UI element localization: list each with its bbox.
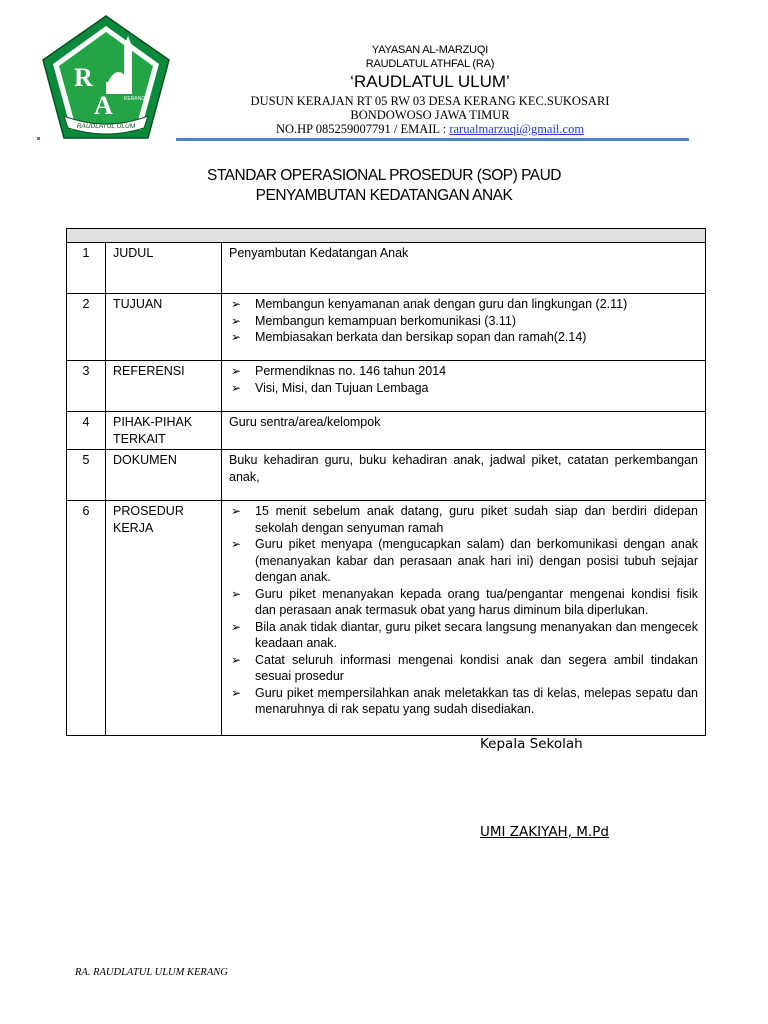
list-item: ➢ Catat seluruh informasi mengenai kondisi anak dan segera ambil tindakan sesuai prosedur bbox=[231, 652, 699, 683]
arrowhead-bullet-icon: ➢ bbox=[231, 537, 242, 551]
email-link[interactable]: rarualmarzuqi@gmail.com bbox=[449, 122, 585, 136]
letterhead-contact-prefix: NO.HP 085259007791 / EMAIL : bbox=[275, 122, 450, 136]
row-label: TUJUAN bbox=[106, 294, 222, 361]
letterhead-foundation: YAYASAN AL-MARZUQI bbox=[371, 44, 489, 56]
signature-name: UMI ZAKIYAH, M.Pd bbox=[480, 824, 609, 840]
signature-role: Kepala Sekolah bbox=[480, 736, 583, 752]
row-label: PIHAK-PIHAK TERKAIT bbox=[106, 412, 222, 450]
row-number: 4 bbox=[67, 412, 106, 450]
table-header-cell bbox=[67, 229, 706, 243]
arrowhead-bullet-icon: ➢ bbox=[231, 586, 242, 601]
table-row-referensi bbox=[67, 361, 706, 412]
row-label: REFERENSI bbox=[106, 361, 222, 412]
arrowhead-bullet-icon: ➢ bbox=[231, 504, 242, 518]
school-logo-icon bbox=[38, 12, 174, 144]
bullet-list bbox=[229, 296, 698, 346]
list-item: ➢ Membangun kemampuan berkomunikasi (3.11) bbox=[231, 313, 517, 328]
logo-letter-a: A bbox=[94, 91, 113, 120]
row-label: PROSEDUR KERJA bbox=[106, 501, 222, 736]
list-item: ➢ Guru piket mempersilahkan anak meletakkan tas di kelas, melepas sepatu dan menaruhnya di rak sepatu yang sudah disediakan. bbox=[231, 685, 699, 716]
row-content: Buku kehadiran guru, buku kehadiran anak, jadwal piket, catatan perkembangan anak, bbox=[222, 450, 706, 501]
arrowhead-bullet-icon: ➢ bbox=[231, 380, 242, 395]
arrowhead-bullet-icon: ➢ bbox=[231, 297, 242, 311]
row-content: Guru sentra/area/kelompok bbox=[222, 412, 706, 450]
row-number: 3 bbox=[67, 361, 106, 412]
arrowhead-bullet-icon: ➢ bbox=[231, 313, 242, 328]
list-item: ➢ Guru piket menyapa (mengucapkan salam) dan berkomunikasi dengan anak (menanyakan kabar dan perasaan anak hari ini) dengan posisi tubuh sejajar dengan anak. bbox=[231, 537, 699, 584]
table-row-tujuan bbox=[67, 294, 706, 361]
letterhead-address-2: BONDOWOSO JAWA TIMUR bbox=[350, 108, 510, 122]
letterhead-rule bbox=[176, 138, 689, 141]
letterhead-address-1: DUSUN KERAJAN RT 05 RW 03 DESA KERANG KEC.SUKOSARI bbox=[250, 94, 610, 108]
arrowhead-bullet-icon: ➢ bbox=[231, 685, 242, 700]
table-row-pihak-terkait bbox=[67, 412, 706, 450]
row-number: 6 bbox=[67, 501, 106, 736]
row-content bbox=[222, 501, 706, 736]
list-item: ➢ Permendiknas no. 146 tahun 2014 bbox=[231, 364, 447, 378]
row-content bbox=[222, 294, 706, 361]
table-header-row bbox=[67, 229, 706, 243]
row-label: JUDUL bbox=[106, 243, 222, 294]
arrowhead-bullet-icon: ➢ bbox=[231, 619, 242, 634]
letterhead-contact bbox=[170, 122, 690, 137]
doc-title-line-1: STANDAR OPERASIONAL PROSEDUR (SOP) PAUD bbox=[207, 167, 561, 184]
row-content: Penyambutan Kedatangan Anak bbox=[222, 243, 706, 294]
row-content bbox=[222, 361, 706, 412]
logo-top-text: KERANG bbox=[124, 96, 146, 102]
logo-ribbon-text: RAUDLATUL ULUM bbox=[76, 123, 136, 130]
row-number: 5 bbox=[67, 450, 106, 501]
arrowhead-bullet-icon: ➢ bbox=[231, 652, 242, 667]
list-item: ➢ Membangun kenyamanan anak dengan guru dan lingkungan (2.11) bbox=[231, 297, 628, 311]
bullet-list bbox=[229, 363, 698, 396]
row-number: 1 bbox=[67, 243, 106, 294]
arrowhead-bullet-icon: ➢ bbox=[231, 330, 242, 344]
sop-table bbox=[66, 228, 706, 736]
list-item: ➢ 15 menit sebelum anak datang, guru piket sudah siap dan berdiri didepan sekolah dengan senyuman ramah bbox=[231, 504, 699, 535]
bullet-list bbox=[229, 503, 698, 718]
letterhead-school-name: ‘RAUDLATUL ULUM’ bbox=[350, 72, 510, 91]
list-item: ➢ Guru piket menanyakan kepada orang tua/pengantar mengenai kondisi fisik dan perasaan anak termasuk obat yang harus diminum bila diperlukan. bbox=[231, 586, 699, 617]
letterhead-institution: RAUDLATUL ATHFAL (RA) bbox=[365, 58, 495, 70]
doc-title-line-2: PENYAMBUTAN KEDATANGAN ANAK bbox=[255, 187, 513, 204]
logo-letter-r: R bbox=[74, 63, 93, 92]
list-item: ➢ Visi, Misi, dan Tujuan Lembaga bbox=[231, 380, 429, 395]
table-row-dokumen bbox=[67, 450, 706, 501]
table-row-judul bbox=[67, 243, 706, 294]
list-item: ➢ Membiasakan berkata dan bersikap sopan dan ramah(2.14) bbox=[231, 330, 587, 344]
letterhead-dot bbox=[37, 137, 40, 140]
row-number: 2 bbox=[67, 294, 106, 361]
row-label: DOKUMEN bbox=[106, 450, 222, 501]
table-row-prosedur-kerja bbox=[67, 501, 706, 736]
arrowhead-bullet-icon: ➢ bbox=[231, 364, 242, 378]
page-footer: RA. RAUDLATUL ULUM KERANG bbox=[75, 967, 228, 978]
list-item: ➢ Bila anak tidak diantar, guru piket secara langsung menanyakan dan mengecek keadaan anak. bbox=[231, 619, 699, 650]
